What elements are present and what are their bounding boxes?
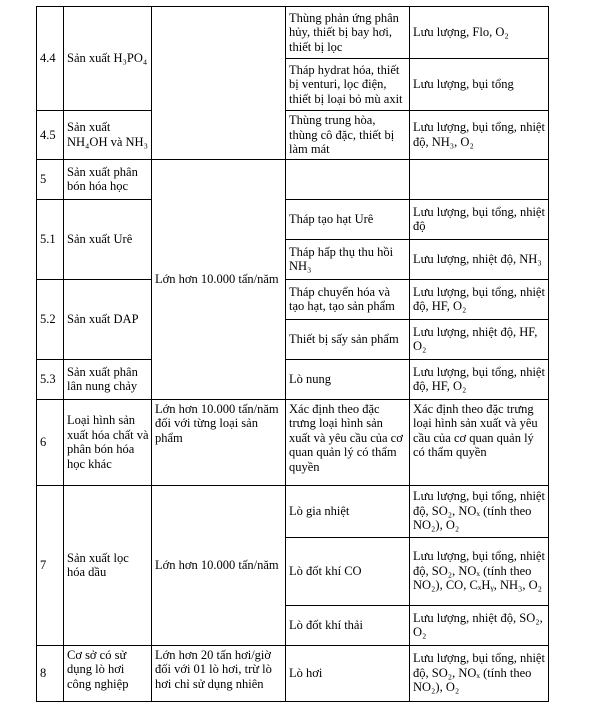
process-name: Loại hình sản xuất hóa chất và phân bón hóa học khác bbox=[64, 399, 152, 485]
equipment-cell: Tháp hydrat hóa, thiết bị venturi, lọc điện, thiết bị loại bỏ mù axit bbox=[286, 59, 410, 111]
row-number: 5.3 bbox=[37, 359, 64, 399]
monitoring-table bbox=[36, 6, 549, 702]
process-name: Sản xuất lọc hóa dầu bbox=[64, 485, 152, 645]
parameter-cell: Lưu lượng, bụi tổng, nhiệt độ, HF, O₂ bbox=[410, 279, 549, 319]
process-name: Sản xuất phân lân nung chảy bbox=[64, 359, 152, 399]
table-row bbox=[37, 485, 549, 537]
equipment-cell: Xác định theo đặc trưng loại hình sản xuất và yêu cầu của cơ quan quản lý có thẩm quyền bbox=[286, 399, 410, 485]
table-row bbox=[37, 399, 549, 485]
row-number: 5.2 bbox=[37, 279, 64, 359]
equipment-cell bbox=[286, 159, 410, 199]
parameter-cell: Lưu lượng, nhiệt độ, NH₃ bbox=[410, 239, 549, 279]
table-row bbox=[37, 359, 549, 399]
row-number: 5.1 bbox=[37, 199, 64, 279]
parameter-cell: Lưu lượng, bụi tổng, nhiệt độ, HF, O₂ bbox=[410, 359, 549, 399]
parameter-cell bbox=[410, 159, 549, 199]
equipment-cell: Lò hơi bbox=[286, 645, 410, 701]
process-name: Sản xuất DAP bbox=[64, 279, 152, 359]
capacity-cell: Lớn hơn 10.000 tấn/năm bbox=[152, 485, 286, 645]
parameter-cell: Lưu lượng, bụi tổng, nhiệt độ, NH₃, O₂ bbox=[410, 111, 549, 160]
process-name: Sản xuất H₃PO₄ bbox=[64, 7, 152, 111]
capacity-cell: Lớn hơn 10.000 tấn/năm đối với từng loại sản phẩm bbox=[152, 399, 286, 485]
parameter-cell: Lưu lượng, nhiệt độ, SO₂, O₂ bbox=[410, 605, 549, 645]
parameter-cell: Lưu lượng, Flo, O₂ bbox=[410, 7, 549, 59]
row-number: 6 bbox=[37, 399, 64, 485]
row-number: 4.4 bbox=[37, 7, 64, 111]
row-number: 5 bbox=[37, 159, 64, 199]
equipment-cell: Thiết bị sấy sản phẩm bbox=[286, 319, 410, 359]
table-row bbox=[37, 645, 549, 701]
table-row bbox=[37, 279, 549, 319]
table-row bbox=[37, 199, 549, 239]
equipment-cell: Tháp tạo hạt Urê bbox=[286, 199, 410, 239]
parameter-cell: Lưu lượng, bụi tổng, nhiệt độ, SO₂, NOₓ (tính theo NO₂), CO, CₓHᵧ, NH₃, O₂ bbox=[410, 537, 549, 605]
parameter-cell: Lưu lượng, bụi tổng, nhiệt độ, SO₂, NOₓ (tính theo NO₂), O₂ bbox=[410, 485, 549, 537]
equipment-cell: Thùng trung hòa, thùng cô đặc, thiết bị làm mát bbox=[286, 111, 410, 160]
row-number: 7 bbox=[37, 485, 64, 645]
table-row bbox=[37, 111, 549, 160]
equipment-cell: Lò nung bbox=[286, 359, 410, 399]
parameter-cell: Lưu lượng, nhiệt độ, HF, O₂ bbox=[410, 319, 549, 359]
table-row bbox=[37, 7, 549, 59]
equipment-cell: Lò gia nhiệt bbox=[286, 485, 410, 537]
row-number: 4.5 bbox=[37, 111, 64, 160]
equipment-cell: Lò đốt khí thải bbox=[286, 605, 410, 645]
capacity-cell bbox=[152, 7, 286, 160]
process-name: Sản xuất phân bón hóa học bbox=[64, 159, 152, 199]
parameter-cell: Lưu lượng, bụi tổng bbox=[410, 59, 549, 111]
row-number: 8 bbox=[37, 645, 64, 701]
capacity-cell: Lớn hơn 20 tấn hơi/giờ đối với 01 lò hơi, trừ lò hơi chỉ sử dụng nhiên bbox=[152, 645, 286, 701]
parameter-cell: Xác định theo đặc trưng loại hình sản xuất và yêu cầu của cơ quan quản lý có thẩm quyền bbox=[410, 399, 549, 485]
equipment-cell: Lò đốt khí CO bbox=[286, 537, 410, 605]
process-name: Cơ sở có sử dụng lò hơi công nghiệp bbox=[64, 645, 152, 701]
equipment-cell: Tháp hấp thụ thu hồi NH₃ bbox=[286, 239, 410, 279]
table-row bbox=[37, 159, 549, 199]
process-name: Sản xuất Urê bbox=[64, 199, 152, 279]
parameter-cell: Lưu lượng, bụi tổng, nhiệt độ, SO₂, NOₓ (tính theo NO₂), O₂ bbox=[410, 645, 549, 701]
parameter-cell: Lưu lượng, bụi tổng, nhiệt độ bbox=[410, 199, 549, 239]
equipment-cell: Thùng phản ứng phân hủy, thiết bị bay hơi, thiết bị lọc bbox=[286, 7, 410, 59]
capacity-cell: Lớn hơn 10.000 tấn/năm bbox=[152, 159, 286, 399]
equipment-cell: Tháp chuyển hóa và tạo hạt, tạo sản phẩm bbox=[286, 279, 410, 319]
process-name: Sản xuất NH₄OH và NH₃ bbox=[64, 111, 152, 160]
